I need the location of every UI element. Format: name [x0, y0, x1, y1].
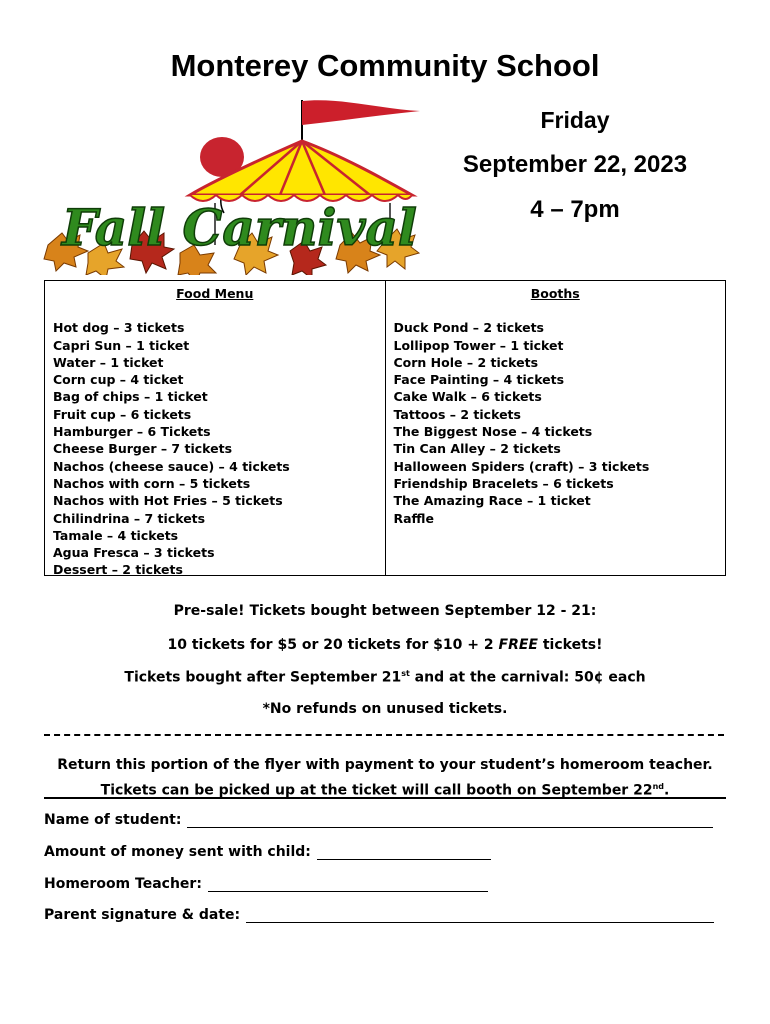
- booth-item: Tattoos – 2 tickets: [393, 406, 521, 422]
- return-line-2-suffix: .: [664, 782, 670, 799]
- student-name-row: [44, 812, 713, 828]
- teacher-field[interactable]: [208, 876, 488, 892]
- food-menu-item: Bag of chips – 1 ticket: [53, 389, 208, 405]
- booth-item: Tin Can Alley – 2 tickets: [393, 441, 561, 457]
- ticket-deal-note: [0, 637, 770, 653]
- booth-item: Raffle: [393, 510, 434, 526]
- food-menu-item: Hot dog – 3 tickets: [53, 320, 185, 336]
- food-menu-column: [45, 281, 385, 578]
- deal-free: FREE: [498, 637, 538, 653]
- presale-note: Pre-sale! Tickets bought between September 12 - 21:: [173, 603, 597, 619]
- food-menu-item: Agua Fresca – 3 tickets: [53, 545, 215, 561]
- booth-item: Friendship Bracelets – 6 tickets: [393, 475, 614, 491]
- booth-item: Face Painting – 4 tickets: [393, 372, 565, 388]
- food-menu-item: Fruit cup – 6 tickets: [53, 406, 192, 422]
- booths-list: [394, 319, 718, 527]
- after-prefix: Tickets bought after September 21: [124, 669, 402, 686]
- school-title: Monterey Community School: [170, 48, 600, 83]
- after-sup: st: [401, 669, 410, 678]
- food-menu-item: Hamburger – 6 Tickets: [53, 424, 211, 440]
- menu-table: [44, 280, 726, 576]
- food-menu-item: Water – 1 ticket: [53, 354, 164, 370]
- after-sale-note: [0, 669, 770, 686]
- return-line-1: Return this portion of the flyer with payment to your student’s homeroom teacher.: [57, 757, 713, 773]
- parent-signature-label: Parent signature & date:: [44, 907, 241, 923]
- deal-suffix: tickets!: [537, 637, 603, 653]
- return-instructions: [44, 755, 726, 802]
- cut-line: [44, 734, 724, 736]
- money-label: Amount of money sent with child:: [44, 844, 311, 860]
- money-row: [44, 844, 491, 860]
- after-suffix: and at the carnival: 50¢ each: [409, 669, 646, 686]
- teacher-row: [44, 876, 488, 892]
- deal-prefix: 10 tickets for $5 or 20 tickets for $10 + 2: [167, 637, 499, 653]
- event-date: September 22, 2023: [462, 151, 688, 178]
- booth-item: The Biggest Nose – 4 tickets: [393, 424, 593, 440]
- flag-shape: [302, 100, 420, 125]
- parent-row: [44, 907, 714, 923]
- event-time: 4 – 7pm: [530, 196, 620, 223]
- food-menu-list: [53, 319, 377, 578]
- money-field[interactable]: [317, 844, 491, 860]
- food-menu-item: Nachos with corn – 5 tickets: [53, 475, 251, 491]
- refunds-note: *No refunds on unused tickets.: [262, 701, 508, 717]
- food-menu-heading: Food Menu: [176, 286, 254, 301]
- event-day: Friday: [540, 107, 610, 133]
- parent-signature-field[interactable]: [246, 907, 714, 923]
- fall-carnival-logo: [40, 95, 425, 275]
- return-line-2-sup: nd: [652, 782, 664, 791]
- booth-item: Corn Hole – 2 tickets: [393, 354, 539, 370]
- return-line-2-prefix: Tickets can be picked up at the ticket will call booth on September 22: [100, 782, 653, 799]
- booth-item: Duck Pond – 2 tickets: [393, 320, 544, 336]
- food-menu-item: Nachos (cheese sauce) – 4 tickets: [53, 458, 290, 474]
- food-menu-item: Tamale – 4 tickets: [53, 527, 179, 543]
- student-name-label: Name of student:: [44, 812, 182, 828]
- food-menu-item: Corn cup – 4 ticket: [53, 372, 184, 388]
- food-menu-item: Cheese Burger – 7 tickets: [53, 441, 233, 457]
- booth-item: Cake Walk – 6 tickets: [393, 389, 542, 405]
- food-menu-item: Dessert – 2 tickets: [53, 562, 183, 578]
- student-name-field[interactable]: [187, 812, 713, 828]
- food-menu-item: Nachos with Hot Fries – 5 tickets: [53, 493, 283, 509]
- booth-item: Halloween Spiders (craft) – 3 tickets: [393, 458, 650, 474]
- booth-item: Lollipop Tower – 1 ticket: [393, 337, 564, 353]
- food-menu-item: Capri Sun – 1 ticket: [53, 337, 190, 353]
- booths-heading: Booths: [530, 286, 580, 301]
- food-menu-item: Chilindrina – 7 tickets: [53, 510, 206, 526]
- booth-item: The Amazing Race – 1 ticket: [393, 493, 591, 509]
- divider: [44, 797, 726, 799]
- logo-text: Fall Carnival: [62, 198, 417, 257]
- teacher-label: Homeroom Teacher:: [44, 876, 202, 892]
- booths-column: [385, 281, 726, 575]
